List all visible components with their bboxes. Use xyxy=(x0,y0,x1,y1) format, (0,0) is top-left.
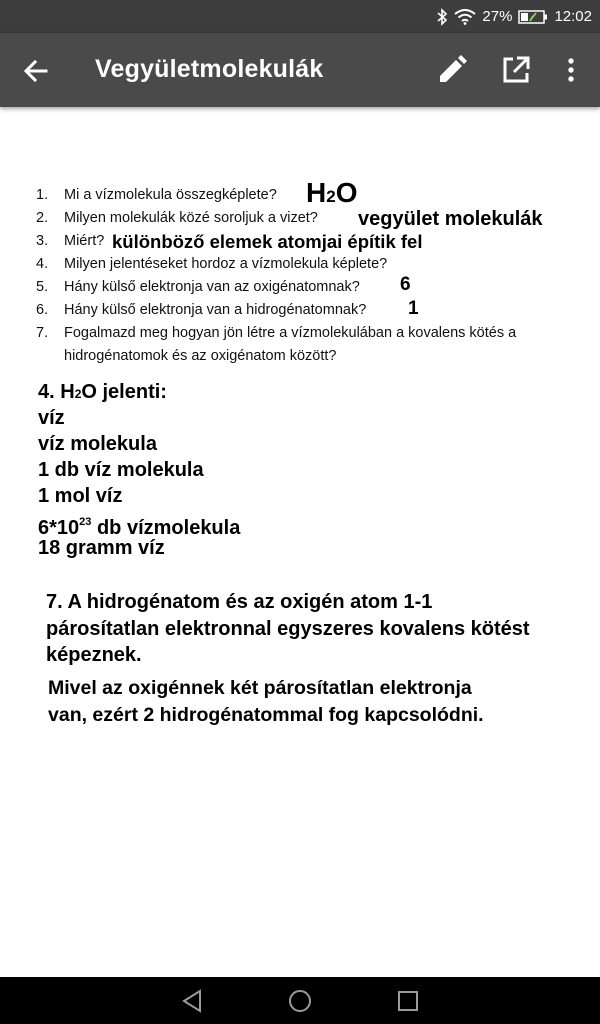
answer-4-avogadro: $6*10^{23}$ db vízmolekula xyxy=(38,516,241,539)
edit-pencil-icon[interactable] xyxy=(437,55,467,85)
answer-6: 1 xyxy=(408,298,419,319)
answer-7-paragraph-1: 7. A hidrogénatom és az oxigén atom 1-1 párosítatlan elektronnal egyszeres kovalens kötést képeznek. xyxy=(46,591,530,666)
answer-5: 6 xyxy=(400,274,411,295)
more-options-icon[interactable] xyxy=(559,55,583,85)
status-bar xyxy=(0,0,600,33)
bluetooth-icon xyxy=(436,8,448,26)
document-view: 1. Mi a vízmolekula összegképlete? H2O 2. Milyen molekulák közé soroljuk a vizet? vegyület molekulák 3. Miért? különböző elemek atomjai építik fel 4. Milyen jelentéseket hordoz a vízmolekula képlete? 5. Hány külső elektronja van az oxigénatomnak? 6 6. Hány külső elektronja van a hidrogénatomnak? 1 7. Fogalmazd meg hogyan jön létre a vízmolekulában a kovalens kötés a hidrogénatomok és az oxigénatom között? 4. H2O jelenti: víz víz molekula 1 db víz molekula 1 mol víz $6*10^{23}$ db vízmolekula 18 gramm víz 7. A hidrogénatom és az oxigén atom 1-1 párosítatlan elektronnal egyszeres kovalens kötést képeznek. Mivel az oxigénnek két párosítatlan elektronja van, ezért 2 hidrogénatommal fog kapcsolódni. xyxy=(0,107,600,977)
app-bar xyxy=(0,33,600,107)
answer-3: különböző elemek atomjai építik fel xyxy=(112,231,423,252)
answer-7-paragraph-2: Mivel az oxigénnek két párosítatlan elektronja van, ezért 2 hidrogénatommal fog kapcsolódni. xyxy=(48,677,484,726)
answer-4-line: víz molekula xyxy=(38,433,157,455)
page-title: Vegyületmolekulák xyxy=(95,55,324,83)
open-external-icon[interactable] xyxy=(501,55,531,85)
nav-recents-icon[interactable] xyxy=(396,989,420,1013)
answer-4-line: 18 gramm víz xyxy=(38,537,165,559)
answer-2: vegyület molekulák xyxy=(358,208,543,230)
answer-4-line: víz xyxy=(38,407,65,429)
status-time: 12:02 xyxy=(554,8,592,25)
back-arrow-icon[interactable] xyxy=(22,57,50,85)
answer-1: H2O xyxy=(306,177,358,208)
battery-percent: 27% xyxy=(482,8,513,25)
battery-charging-icon xyxy=(518,9,548,25)
answer-4-line: 1 db víz molekula xyxy=(38,459,204,481)
wifi-icon xyxy=(454,9,476,25)
nav-back-icon[interactable] xyxy=(180,989,204,1013)
navigation-bar xyxy=(0,977,600,1024)
answer-4-line: 1 mol víz xyxy=(38,485,123,507)
answer-4-heading: 4. H2O jelenti: xyxy=(38,381,167,403)
nav-home-icon[interactable] xyxy=(288,989,312,1013)
